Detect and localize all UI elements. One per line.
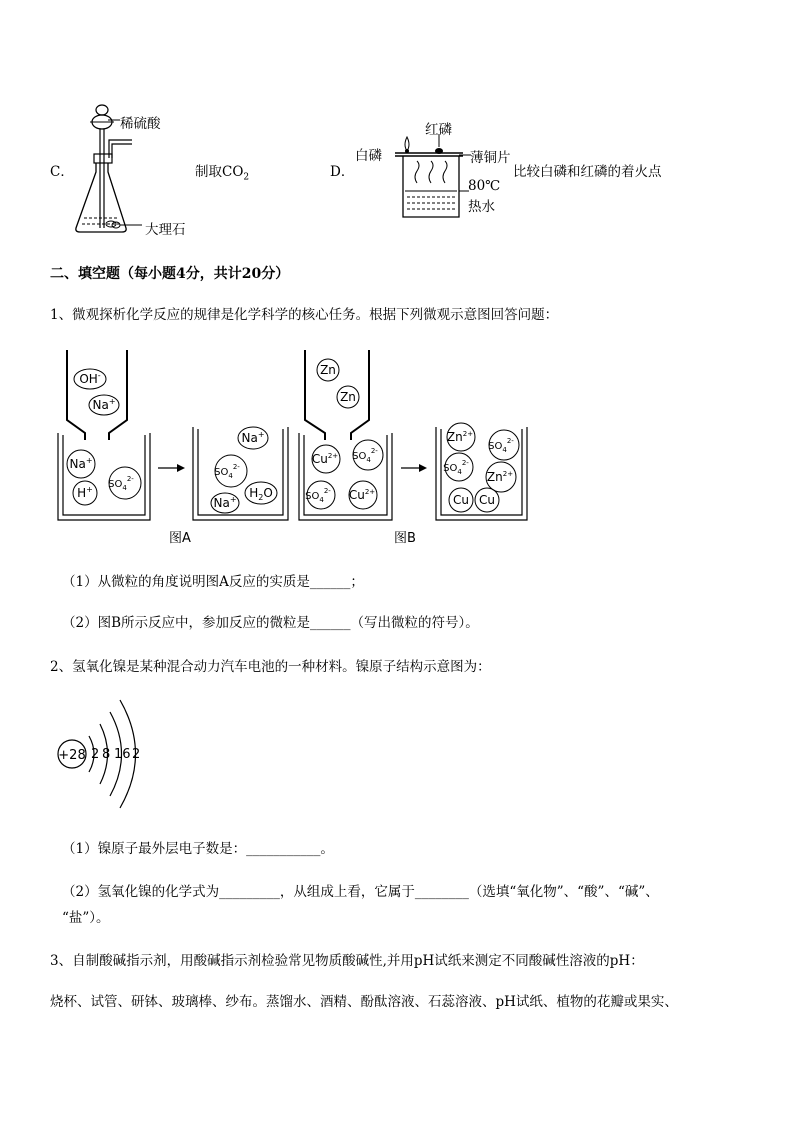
question-1-part-2: （2）图B所示反应中，参加反应的微粒是______（写出微粒的符号）。 (62, 615, 479, 631)
tube-zn-1: Zn (320, 363, 336, 377)
question-2-part-1: （1）镍原子最外层电子数是：___________。 (62, 841, 334, 857)
beaker-b1-cu-right: $Cu^{2+}$ (348, 488, 376, 502)
option-d-purpose: 比较白磷和红磷的着火点 (513, 164, 662, 180)
figure-b-caption: 图B (394, 531, 416, 546)
question-1-stem: 1、微观探析化学反应的规律是化学科学的核心任务。根据下列微观示意图回答问题： (50, 307, 559, 323)
section-heading: 二、填空题（每小题4分，共计20分） (50, 266, 290, 282)
question-2-stem: 2、氢氧化镍是某种混合动力汽车电池的一种材料。镍原子结构示意图为： (50, 659, 491, 675)
beaker-b2-zn-mid: $Zn^{2+}$ (486, 470, 514, 484)
question-1-part-1: （1）从微粒的角度说明图A反应的实质是______； (62, 574, 364, 590)
water-temperature-label: 80℃ (468, 178, 501, 194)
beaker-b2-cu-1: Cu (453, 493, 469, 507)
option-c-letter: C． (50, 164, 74, 180)
beaker-b2-cu-2: Cu (479, 493, 495, 507)
tube-zn-2: Zn (340, 390, 356, 404)
shell-4-electrons: 2 (132, 747, 141, 762)
beaker-a1-na: Na+ (69, 456, 93, 471)
red-phosphorus-label: 红磷 (425, 122, 452, 138)
shell-1-electrons: 2 (91, 747, 100, 762)
question-2-part-2-line-1: （2）氢氧化镍的化学式为_________，从组成上看，它属于________（选填“氧化物”、“酸”、“碱”、 (62, 884, 659, 900)
beaker-b2-zn-top: $Zn^{2+}$ (446, 430, 474, 444)
shell-2-electrons: 8 (102, 747, 111, 762)
beaker-b1-cu-left: $Cu^{2+}$ (311, 452, 339, 466)
question-3-stem: 3、自制酸碱指示剂，用酸碱指示剂检验常见物质酸碱性,并用pH试纸来测定不同酸碱性溶液的pH： (50, 953, 644, 969)
question-3-materials: 烧杯、试管、研钵、玻璃棒、纱布。蒸馏水、酒精、酚酞溶液、石蕊溶液、pH试纸、植物的花瓣或果实、 (50, 994, 678, 1010)
beaker-b2-so4-top: $SO_4^{2-}$ (488, 437, 514, 454)
beaker-a2-so4: $SO_4^{2-}$ (214, 463, 240, 480)
dropper-na-ion: Na+ (92, 397, 116, 412)
marble-label: 大理石 (145, 222, 186, 238)
figure-a-caption: 图A (169, 531, 191, 546)
nucleus-charge: +28 (58, 748, 86, 763)
beaker-b1-so4-bottom: $SO_4^{2-}$ (305, 487, 331, 504)
question-2-part-2-line-2: “盐”）。 (62, 910, 110, 926)
dilute-sulfuric-acid-label: 稀硫酸 (120, 116, 161, 132)
beaker-a1-h: H+ (77, 485, 93, 500)
beaker-b2-so4-mid: $SO_4^{2-}$ (443, 459, 469, 476)
beaker-a2-na-bottom: Na+ (213, 495, 237, 510)
beaker-a2-na-top: Na+ (241, 430, 265, 445)
option-d-letter: D． (330, 164, 355, 180)
shell-3-electrons: 16 (114, 747, 131, 762)
beaker-a1-so4: $SO_4^{2-}$ (108, 475, 134, 492)
copper-sheet-label: 薄铜片 (470, 150, 511, 166)
beaker-a2-h2o: $H_2O$ (249, 486, 273, 502)
white-phosphorus-label: 白磷 (355, 148, 382, 164)
micro-reaction-figures (55, 345, 535, 550)
nickel-atom-structure-diagram (55, 690, 165, 815)
ignition-point-diagram (395, 125, 515, 225)
dropper-oh-ion: OH- (79, 371, 101, 386)
option-c-purpose: 制取$CO_2$ (195, 164, 250, 183)
hot-water-label: 热水 (468, 199, 495, 215)
beaker-b1-so4-top: $SO_4^{2-}$ (352, 447, 378, 464)
